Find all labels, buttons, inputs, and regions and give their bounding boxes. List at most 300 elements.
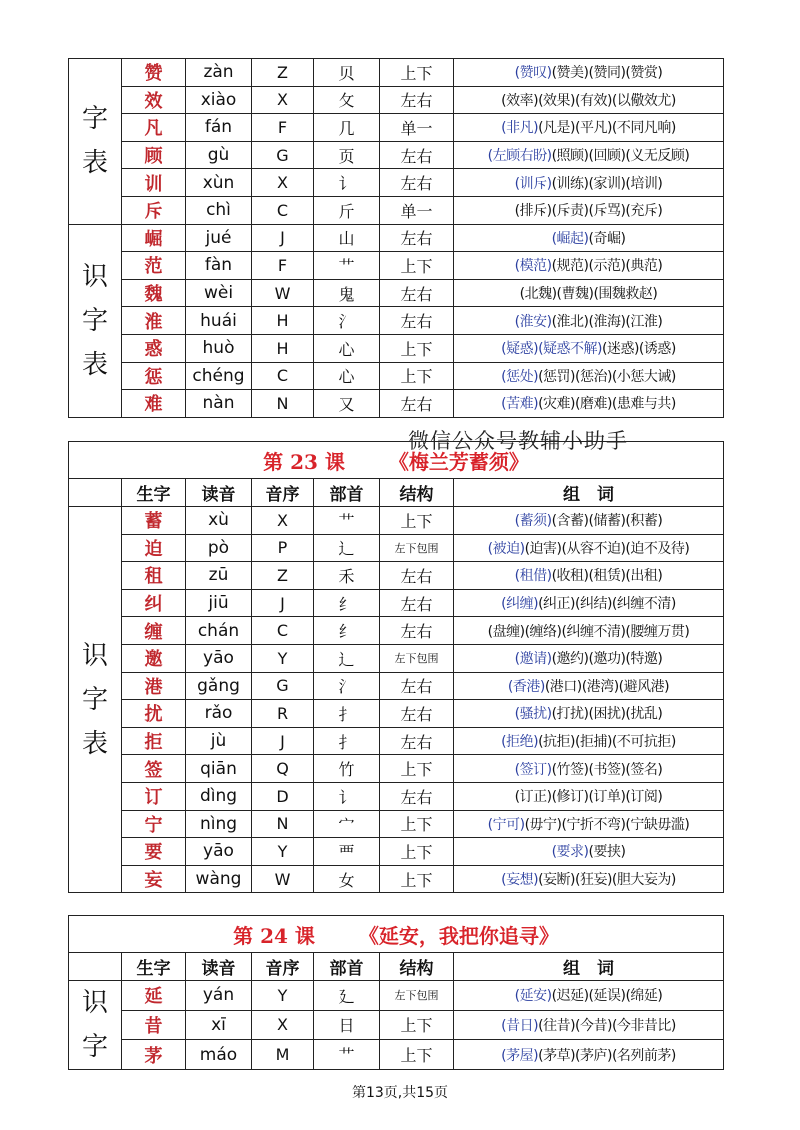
word-list: (迷惑)(诱惑) xyxy=(602,341,676,358)
initial-letter-cell: W xyxy=(252,279,314,307)
word-list: (训练)(家训)(培训) xyxy=(551,175,663,192)
table-row xyxy=(69,141,724,169)
character-table-2 xyxy=(68,441,724,893)
table-section-2 xyxy=(68,441,723,893)
character-cell: 宁 xyxy=(122,810,186,838)
word-group-cell xyxy=(454,252,724,280)
structure-cell: 左右 xyxy=(380,589,454,617)
word-group-cell xyxy=(454,810,724,838)
side-label-char: 字 xyxy=(81,1032,108,1062)
highlighted-word: (昔日) xyxy=(501,1017,539,1034)
word-group-cell xyxy=(454,224,724,252)
word-group-cell xyxy=(454,672,724,700)
radical-cell: 心 xyxy=(314,362,380,390)
structure-cell: 左右 xyxy=(380,279,454,307)
initial-letter-cell: C xyxy=(252,362,314,390)
lesson-name: 《梅兰芳蓄须》 xyxy=(388,449,529,474)
header-zuci: 组 词 xyxy=(454,479,724,507)
radical-cell: 讠 xyxy=(314,169,380,197)
word-list: (往昔)(今昔)(今非昔比) xyxy=(538,1017,676,1034)
word-group-cell xyxy=(454,981,724,1011)
side-label-char: 表 xyxy=(81,148,108,179)
word-group-cell xyxy=(454,114,724,142)
word-group-cell xyxy=(454,700,724,728)
structure-cell: 单一 xyxy=(380,114,454,142)
pinyin-cell: yāo xyxy=(186,838,252,866)
word-list: (纠正)(纠结)(纠缠不清) xyxy=(538,596,676,613)
table-section-3 xyxy=(68,915,723,1070)
structure-cell: 左右 xyxy=(380,782,454,810)
character-table-1 xyxy=(68,58,724,418)
word-group-cell xyxy=(454,59,724,87)
word-list: (茅草)(茅庐)(名列前茅) xyxy=(538,1047,676,1064)
radical-cell: 艹 xyxy=(314,252,380,280)
word-group-cell xyxy=(454,1040,724,1070)
word-list: (照顾)(回顾)(义无反顾) xyxy=(551,148,690,165)
word-group-cell xyxy=(454,334,724,362)
header-jiegou: 结构 xyxy=(380,479,454,507)
structure-cell: 左右 xyxy=(380,672,454,700)
table-row xyxy=(69,334,724,362)
word-group-cell xyxy=(454,196,724,224)
initial-letter-cell: W xyxy=(252,865,314,893)
radical-cell: 纟 xyxy=(314,589,380,617)
word-list: (竹签)(书签)(签名) xyxy=(551,761,663,778)
word-list: (盘缠)(缠络)(纠缠不清)(腰缠万贯) xyxy=(487,623,690,640)
word-list: (妄断)(狂妄)(胆大妄为) xyxy=(538,872,676,889)
radical-cell: 宀 xyxy=(314,810,380,838)
word-list: (灾难)(磨难)(患难与共) xyxy=(538,396,676,413)
pinyin-cell: jiū xyxy=(186,589,252,617)
pinyin-cell: huái xyxy=(186,307,252,335)
character-cell: 效 xyxy=(122,86,186,114)
highlighted-word: (模范) xyxy=(514,258,552,275)
pinyin-cell: xù xyxy=(186,507,252,535)
word-list: (赞美)(赞同)(赞赏) xyxy=(551,65,663,82)
initial-letter-cell: Z xyxy=(252,562,314,590)
radical-cell: 艹 xyxy=(314,507,380,535)
radical-cell: 鬼 xyxy=(314,279,380,307)
structure-cell: 左右 xyxy=(380,562,454,590)
radical-cell: 氵 xyxy=(314,672,380,700)
character-cell: 魏 xyxy=(122,279,186,307)
initial-letter-cell: Y xyxy=(252,644,314,672)
word-list: (奇崛) xyxy=(588,230,626,247)
word-group-cell xyxy=(454,617,724,645)
character-cell: 签 xyxy=(122,755,186,783)
lesson-number: 第 24 课 xyxy=(233,923,315,948)
pinyin-cell: zū xyxy=(186,562,252,590)
table-row xyxy=(69,782,724,810)
initial-letter-cell: F xyxy=(252,114,314,142)
pinyin-cell: nìng xyxy=(186,810,252,838)
structure-cell: 左右 xyxy=(380,700,454,728)
pinyin-cell: rǎo xyxy=(186,700,252,728)
word-list: (含蓄)(储蓄)(积蓄) xyxy=(551,513,663,530)
table-row xyxy=(69,169,724,197)
word-group-cell xyxy=(454,782,724,810)
structure-cell: 上下 xyxy=(380,59,454,87)
character-cell: 顾 xyxy=(122,141,186,169)
word-list: (凡是)(平凡)(不同凡响) xyxy=(538,120,676,137)
structure-cell: 上下 xyxy=(380,1040,454,1070)
initial-letter-cell: H xyxy=(252,307,314,335)
watermark-text: 微信公众号教辅小助手 xyxy=(408,429,628,453)
table-row xyxy=(69,196,724,224)
table-row xyxy=(69,252,724,280)
initial-letter-cell: X xyxy=(252,1010,314,1040)
highlighted-word: (疑惑)(疑惑不解) xyxy=(501,341,602,358)
word-group-cell xyxy=(454,141,724,169)
side-label xyxy=(69,981,122,1070)
word-group-cell xyxy=(454,86,724,114)
initial-letter-cell: X xyxy=(252,169,314,197)
word-list: (邀约)(邀功)(特邀) xyxy=(551,651,663,668)
character-cell: 港 xyxy=(122,672,186,700)
highlighted-word: (宁可) xyxy=(487,816,525,833)
word-group-cell xyxy=(454,169,724,197)
structure-cell: 左右 xyxy=(380,307,454,335)
table-row xyxy=(69,617,724,645)
word-group-cell xyxy=(454,1010,724,1040)
word-list: (港口)(港湾)(避风港) xyxy=(544,678,670,695)
table-row xyxy=(69,727,724,755)
highlighted-word: (蓄须) xyxy=(514,513,552,530)
structure-cell: 上下 xyxy=(380,507,454,535)
pinyin-cell: chì xyxy=(186,196,252,224)
word-list: (规范)(示范)(典范) xyxy=(551,258,663,275)
structure-cell: 上下 xyxy=(380,334,454,362)
radical-cell: 氵 xyxy=(314,307,380,335)
pinyin-cell: jù xyxy=(186,727,252,755)
word-list: (收租)(租赁)(出租) xyxy=(551,568,663,585)
character-cell: 扰 xyxy=(122,700,186,728)
initial-letter-cell: P xyxy=(252,534,314,562)
pinyin-cell: fán xyxy=(186,114,252,142)
side-label-char: 字 xyxy=(81,104,108,135)
pinyin-cell: pò xyxy=(186,534,252,562)
highlighted-word: (赞叹) xyxy=(514,65,552,82)
character-cell: 难 xyxy=(122,390,186,418)
word-group-cell xyxy=(454,390,724,418)
character-cell: 要 xyxy=(122,838,186,866)
character-cell: 赞 xyxy=(122,59,186,87)
lesson-title xyxy=(69,442,724,479)
table-row xyxy=(69,700,724,728)
radical-cell: 几 xyxy=(314,114,380,142)
word-group-cell xyxy=(454,562,724,590)
word-list: (迟延)(延误)(绵延) xyxy=(551,988,663,1005)
word-list: (订正)(修订)(订单)(订阅) xyxy=(514,789,663,806)
structure-cell: 上下 xyxy=(380,362,454,390)
radical-cell: 讠 xyxy=(314,782,380,810)
character-cell: 延 xyxy=(122,981,186,1011)
character-cell: 纠 xyxy=(122,589,186,617)
page-footer: 第13页,共15页 xyxy=(351,1085,449,1101)
table-row xyxy=(69,644,724,672)
pinyin-cell: xùn xyxy=(186,169,252,197)
pinyin-cell: wàng xyxy=(186,865,252,893)
highlighted-word: (拒绝) xyxy=(501,734,539,751)
side-label-char: 表 xyxy=(81,349,108,380)
character-cell: 昔 xyxy=(122,1010,186,1040)
initial-letter-cell: G xyxy=(252,141,314,169)
header-duyin: 读音 xyxy=(186,479,252,507)
table-row xyxy=(69,114,724,142)
initial-letter-cell: D xyxy=(252,782,314,810)
table-row xyxy=(69,755,724,783)
word-list: (排斥)(斥责)(斥骂)(充斥) xyxy=(514,203,663,220)
initial-letter-cell: M xyxy=(252,1040,314,1070)
structure-cell: 上下 xyxy=(380,838,454,866)
highlighted-word: (茅屋) xyxy=(501,1047,539,1064)
character-cell: 崛 xyxy=(122,224,186,252)
structure-cell: 左右 xyxy=(380,141,454,169)
table-row xyxy=(69,810,724,838)
radical-cell: 禾 xyxy=(314,562,380,590)
table-row xyxy=(69,86,724,114)
lesson-title xyxy=(69,916,724,953)
character-table-3 xyxy=(68,915,724,1070)
initial-letter-cell: J xyxy=(252,589,314,617)
highlighted-word: (淮安) xyxy=(514,313,552,330)
structure-cell: 左右 xyxy=(380,727,454,755)
structure-cell: 左右 xyxy=(380,390,454,418)
character-cell: 迫 xyxy=(122,534,186,562)
side-label xyxy=(69,507,122,893)
header-zuci: 组 词 xyxy=(454,953,724,981)
side-label-char: 识 xyxy=(81,988,108,1018)
radical-cell: 扌 xyxy=(314,727,380,755)
character-cell: 训 xyxy=(122,169,186,197)
radical-cell: 心 xyxy=(314,334,380,362)
table-row xyxy=(69,562,724,590)
word-group-cell xyxy=(454,589,724,617)
character-cell: 妄 xyxy=(122,865,186,893)
header-yinxu: 音序 xyxy=(252,953,314,981)
word-list: (抗拒)(拒捕)(不可抗拒) xyxy=(538,734,676,751)
character-cell: 惑 xyxy=(122,334,186,362)
initial-letter-cell: C xyxy=(252,196,314,224)
pinyin-cell: qiān xyxy=(186,755,252,783)
side-label xyxy=(69,224,122,417)
word-group-cell xyxy=(454,727,724,755)
side-label-char: 表 xyxy=(81,728,108,759)
character-cell: 租 xyxy=(122,562,186,590)
word-list: (打扰)(困扰)(扰乱) xyxy=(551,706,663,723)
highlighted-word: (非凡) xyxy=(501,120,539,137)
header-jiegou: 结构 xyxy=(380,953,454,981)
structure-cell: 左右 xyxy=(380,169,454,197)
header-duyin: 读音 xyxy=(186,953,252,981)
initial-letter-cell: X xyxy=(252,507,314,535)
table-row xyxy=(69,589,724,617)
pinyin-cell: gǎng xyxy=(186,672,252,700)
highlighted-word: (妄想) xyxy=(501,872,539,889)
table-row xyxy=(69,838,724,866)
pinyin-cell: fàn xyxy=(186,252,252,280)
table-row xyxy=(69,390,724,418)
table-row xyxy=(69,507,724,535)
table-row xyxy=(69,224,724,252)
initial-letter-cell: C xyxy=(252,617,314,645)
table-row xyxy=(69,307,724,335)
word-list: (淮北)(淮海)(江淮) xyxy=(551,313,663,330)
character-cell: 斥 xyxy=(122,196,186,224)
highlighted-word: (要求) xyxy=(551,844,589,861)
table-section-1 xyxy=(68,58,723,418)
character-cell: 订 xyxy=(122,782,186,810)
structure-cell: 左下包围 xyxy=(380,644,454,672)
word-group-cell xyxy=(454,644,724,672)
character-cell: 邀 xyxy=(122,644,186,672)
word-list: (要挟) xyxy=(588,844,626,861)
table-row xyxy=(69,865,724,893)
pinyin-cell: huò xyxy=(186,334,252,362)
table-row xyxy=(69,1040,724,1070)
initial-letter-cell: N xyxy=(252,810,314,838)
initial-letter-cell: R xyxy=(252,700,314,728)
word-group-cell xyxy=(454,279,724,307)
radical-cell: 贝 xyxy=(314,59,380,87)
side-label xyxy=(69,59,122,225)
pinyin-cell: wèi xyxy=(186,279,252,307)
radical-cell: 纟 xyxy=(314,617,380,645)
pinyin-cell: yán xyxy=(186,981,252,1011)
character-cell: 拒 xyxy=(122,727,186,755)
word-group-cell xyxy=(454,755,724,783)
pinyin-cell: zàn xyxy=(186,59,252,87)
radical-cell: 日 xyxy=(314,1010,380,1040)
highlighted-word: (签订) xyxy=(514,761,552,778)
pinyin-cell: yāo xyxy=(186,644,252,672)
radical-cell: 页 xyxy=(314,141,380,169)
pinyin-cell: máo xyxy=(186,1040,252,1070)
lesson-number: 第 23 课 xyxy=(263,449,345,474)
side-label-char: 字 xyxy=(81,684,108,715)
character-cell: 凡 xyxy=(122,114,186,142)
table-row xyxy=(69,672,724,700)
word-group-cell xyxy=(454,838,724,866)
header-bushou: 部首 xyxy=(314,479,380,507)
highlighted-word: (训斥) xyxy=(514,175,552,192)
initial-letter-cell: G xyxy=(252,672,314,700)
pinyin-cell: nàn xyxy=(186,390,252,418)
header-yinxu: 音序 xyxy=(252,479,314,507)
highlighted-word: (苦难) xyxy=(501,396,539,413)
word-group-cell xyxy=(454,865,724,893)
lesson-name: 《延安，我把你追寻》 xyxy=(358,923,559,948)
table-row xyxy=(69,981,724,1011)
table-header xyxy=(69,479,724,507)
initial-letter-cell: X xyxy=(252,86,314,114)
structure-cell: 左下包围 xyxy=(380,981,454,1011)
word-list: (惩罚)(惩治)(小惩大诫) xyxy=(538,368,676,385)
header-blank xyxy=(69,479,122,507)
initial-letter-cell: J xyxy=(252,727,314,755)
table-header xyxy=(69,953,724,981)
side-label-char: 识 xyxy=(81,261,108,292)
structure-cell: 左下包围 xyxy=(380,534,454,562)
radical-cell: 扌 xyxy=(314,700,380,728)
pinyin-cell: chán xyxy=(186,617,252,645)
pinyin-cell: dìng xyxy=(186,782,252,810)
character-cell: 蓄 xyxy=(122,507,186,535)
highlighted-word: (延安) xyxy=(514,988,552,1005)
word-list: (北魏)(曹魏)(围魏救赵) xyxy=(519,286,658,303)
highlighted-word: (骚扰) xyxy=(514,706,552,723)
side-label-char: 识 xyxy=(81,640,108,671)
radical-cell: 女 xyxy=(314,865,380,893)
structure-cell: 上下 xyxy=(380,252,454,280)
structure-cell: 左右 xyxy=(380,86,454,114)
highlighted-word: (左顾右盼) xyxy=(487,148,552,165)
header-blank xyxy=(69,953,122,981)
radical-cell: 竹 xyxy=(314,755,380,783)
header-shengzi: 生字 xyxy=(122,953,186,981)
initial-letter-cell: F xyxy=(252,252,314,280)
pinyin-cell: xiào xyxy=(186,86,252,114)
initial-letter-cell: Y xyxy=(252,838,314,866)
highlighted-word: (香港) xyxy=(507,678,545,695)
structure-cell: 单一 xyxy=(380,196,454,224)
highlighted-word: (惩处) xyxy=(501,368,539,385)
radical-cell: 覀 xyxy=(314,838,380,866)
radical-cell: 山 xyxy=(314,224,380,252)
highlighted-word: (崛起) xyxy=(551,230,589,247)
structure-cell: 左右 xyxy=(380,617,454,645)
table-row xyxy=(69,534,724,562)
header-bushou: 部首 xyxy=(314,953,380,981)
word-group-cell xyxy=(454,362,724,390)
word-group-cell xyxy=(454,507,724,535)
pinyin-cell: chéng xyxy=(186,362,252,390)
table-row xyxy=(69,362,724,390)
radical-cell: 又 xyxy=(314,390,380,418)
radical-cell: 斤 xyxy=(314,196,380,224)
initial-letter-cell: Y xyxy=(252,981,314,1011)
radical-cell: 辶 xyxy=(314,534,380,562)
structure-cell: 上下 xyxy=(380,865,454,893)
highlighted-word: (纠缠) xyxy=(501,596,539,613)
initial-letter-cell: Z xyxy=(252,59,314,87)
initial-letter-cell: Q xyxy=(252,755,314,783)
header-shengzi: 生字 xyxy=(122,479,186,507)
initial-letter-cell: N xyxy=(252,390,314,418)
side-label-char: 字 xyxy=(81,305,108,336)
structure-cell: 左右 xyxy=(380,224,454,252)
character-cell: 淮 xyxy=(122,307,186,335)
character-cell: 茅 xyxy=(122,1040,186,1070)
structure-cell: 上下 xyxy=(380,1010,454,1040)
word-group-cell xyxy=(454,534,724,562)
character-cell: 惩 xyxy=(122,362,186,390)
radical-cell: 廴 xyxy=(314,981,380,1011)
word-list: (毋宁)(宁折不弯)(宁缺毋滥) xyxy=(524,816,690,833)
structure-cell: 上下 xyxy=(380,755,454,783)
initial-letter-cell: H xyxy=(252,334,314,362)
character-cell: 缠 xyxy=(122,617,186,645)
structure-cell: 上下 xyxy=(380,810,454,838)
highlighted-word: (租借) xyxy=(514,568,552,585)
table-row xyxy=(69,279,724,307)
word-group-cell xyxy=(454,307,724,335)
highlighted-word: (被迫) xyxy=(487,540,525,557)
radical-cell: 攵 xyxy=(314,86,380,114)
table-row xyxy=(69,59,724,87)
initial-letter-cell: J xyxy=(252,224,314,252)
radical-cell: 艹 xyxy=(314,1040,380,1070)
